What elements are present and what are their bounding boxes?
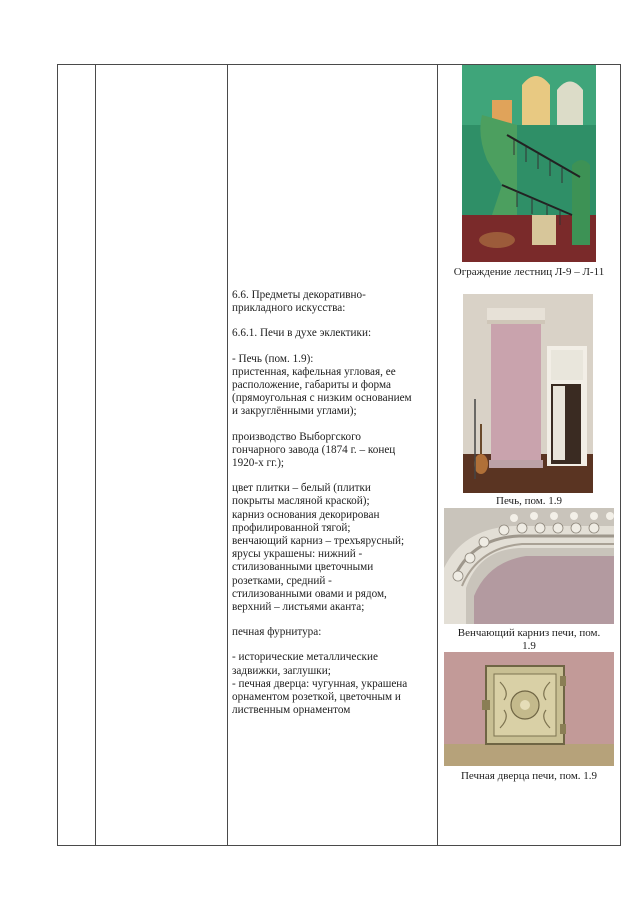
- cornice-caption-line: 1.9: [522, 639, 536, 652]
- tile-description-line: стилизованными овами и рядом,: [232, 587, 387, 600]
- furniture-line: задвижки, заглушки;: [232, 664, 331, 677]
- table-border-left: [57, 64, 58, 846]
- furniture-heading: печная фурнитура:: [232, 626, 322, 639]
- production-line: производство Выборгского: [232, 430, 361, 443]
- tile-description-line: ярусы украшены: нижний -: [232, 548, 363, 561]
- tile-description-line: венчающий карниз – трехъярусный;: [232, 535, 405, 548]
- stove-photo: [463, 294, 593, 493]
- cornice-caption-line: Венчающий карниз печи, пом.: [457, 627, 601, 639]
- stove-description-line: - Печь (пом. 1.9):: [232, 352, 314, 365]
- cornice-photo-caption: [440, 627, 618, 652]
- tile-description-line: верхний – листьями аканта;: [232, 601, 365, 614]
- furniture-line: - печная дверца: чугунная, украшена: [232, 677, 408, 690]
- tile-description-line: стилизованными цветочными: [232, 561, 374, 574]
- table-border-bottom: [57, 845, 621, 846]
- furniture-line: лиственным орнаментом: [232, 704, 351, 717]
- stove-description-line: (прямоугольная с низким основанием: [232, 392, 412, 405]
- production-line: 1920-х гг.);: [232, 457, 285, 470]
- staircase-photo-caption: Ограждение лестниц Л-9 – Л-11: [453, 266, 605, 278]
- staircase-railing-photo: [462, 65, 596, 262]
- subsection-heading: 6.6.1. Печи в духе эклектики:: [232, 327, 372, 340]
- stove-description-line: расположение, габариты и форма: [232, 379, 391, 392]
- tile-description-line: цвет плитки – белый (плитки: [232, 482, 371, 495]
- table-column-divider-2: [227, 64, 228, 846]
- stove-door-photo: [444, 652, 614, 766]
- stove-description-line: и закруглёнными углами);: [232, 405, 357, 418]
- table-column-divider-1: [95, 64, 96, 846]
- section-heading-line: 6.6. Предметы декоративно-: [232, 289, 366, 301]
- furniture-line: орнаментом розеткой, цветочным и: [232, 691, 401, 704]
- production-line: гончарного завода (1874 г. – конец: [232, 443, 396, 456]
- furniture-line: - исторические металлические: [232, 651, 378, 664]
- tile-description-line: профилированной тягой;: [232, 521, 351, 534]
- section-heading-line: прикладного искусства:: [232, 302, 346, 315]
- stove-cornice-photo: [444, 508, 614, 624]
- table-border-right: [620, 64, 621, 846]
- tile-description-line: покрыты масляной краской);: [232, 495, 370, 508]
- tile-description-line: розетками, средний -: [232, 574, 332, 587]
- door-photo-caption: Печная дверца печи, пом. 1.9: [460, 770, 598, 782]
- stove-description-line: пристенная, кафельная угловая, ее: [232, 365, 396, 378]
- table-column-divider-3: [437, 64, 438, 846]
- description-cell: [232, 289, 432, 717]
- tile-description-line: карниз основания декорирован: [232, 508, 380, 521]
- stove-photo-caption: Печь, пом. 1.9: [496, 495, 562, 507]
